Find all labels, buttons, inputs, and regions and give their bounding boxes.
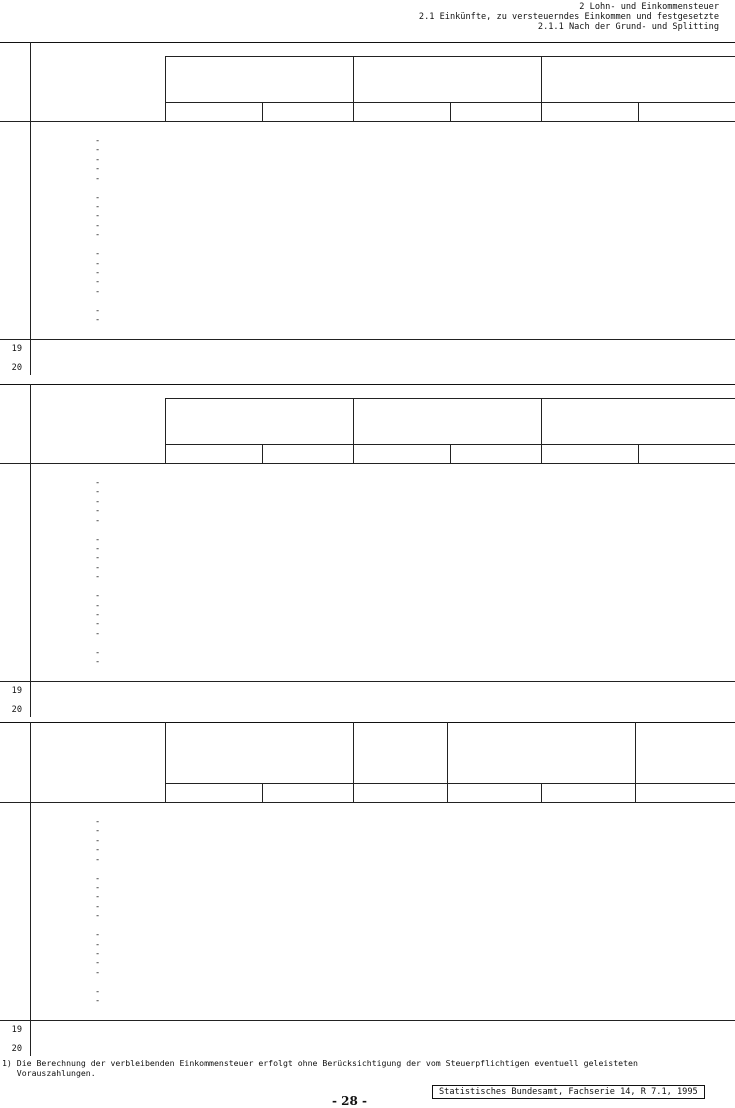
bracket-dash: - bbox=[95, 305, 101, 316]
section1-title-rule bbox=[165, 56, 735, 57]
bracket-dash: - bbox=[95, 892, 101, 903]
bracket-dash: - bbox=[95, 136, 101, 146]
bracket-dash: - bbox=[95, 911, 101, 922]
section1-unit-divider-2 bbox=[638, 102, 639, 121]
row-number: 19 bbox=[11, 343, 22, 354]
header-line-3: 2.1.1 Nach der Grund- und Splitting bbox=[537, 22, 719, 32]
section3-unit-rule-top bbox=[165, 783, 735, 784]
section2-title-rule bbox=[165, 398, 735, 399]
section2-sum-rule bbox=[0, 681, 735, 682]
row-number: 19 bbox=[11, 685, 22, 696]
bracket-dash: - bbox=[95, 835, 101, 846]
section1-lfd-divider bbox=[30, 42, 31, 129]
bracket-dash: - bbox=[95, 958, 101, 969]
bracket-dash: - bbox=[95, 277, 101, 288]
header-line-2: 2.1 Einkünfte, zu versteuerndes Einkommen und festgesetzte bbox=[418, 12, 719, 22]
footnote: 1) Die Berechnung der verbleibenden Einkommensteuer erfolgt ohne Berücksichtigung der vom Steuerpflichtigen eventuell geleisteten Vorauszahlungen. bbox=[2, 1058, 638, 1078]
bracket-dash: - bbox=[95, 553, 101, 564]
bracket-dash: - bbox=[95, 487, 101, 498]
bracket-dash: - bbox=[95, 145, 101, 156]
bracket-dash: - bbox=[95, 164, 101, 175]
section2-group-divider-2 bbox=[541, 398, 542, 463]
bracket-dash: - bbox=[95, 506, 101, 517]
bracket-dash: - bbox=[95, 610, 101, 620]
section3-lfd-body-divider bbox=[30, 802, 31, 1056]
bracket-dash: - bbox=[95, 854, 101, 865]
section3-unit-divider-0 bbox=[262, 783, 263, 802]
section1-top-rule bbox=[0, 42, 735, 43]
section1-group-divider-2 bbox=[541, 56, 542, 121]
bracket-dash: - bbox=[95, 619, 101, 630]
section1-group-divider-0 bbox=[165, 56, 166, 121]
section1-group-divider-1 bbox=[353, 56, 354, 121]
bracket-dash: - bbox=[95, 873, 101, 884]
section2-lfd-body-divider bbox=[30, 463, 31, 717]
bracket-dash: - bbox=[95, 220, 101, 231]
section1-unit-divider-0 bbox=[262, 102, 263, 121]
page-number: - 28 - bbox=[332, 1094, 368, 1108]
bracket-dash: - bbox=[95, 534, 101, 545]
section2-head-bottom-rule bbox=[0, 463, 735, 464]
section2-lfd-divider bbox=[30, 384, 31, 471]
bracket-dash: - bbox=[95, 496, 101, 507]
source-box: Statistisches Bundesamt, Fachserie 14, R 7.1, 1995 bbox=[432, 1085, 705, 1099]
section2-group-divider-1 bbox=[353, 398, 354, 463]
section3-group-divider-2 bbox=[447, 722, 448, 802]
bracket-dash: - bbox=[95, 883, 101, 893]
bracket-dash: - bbox=[95, 967, 101, 978]
section3-head-bottom-rule bbox=[0, 802, 735, 803]
bracket-dash: - bbox=[95, 249, 101, 260]
bracket-dash: - bbox=[95, 657, 101, 668]
bracket-dash: - bbox=[95, 544, 101, 554]
bracket-dash: - bbox=[95, 647, 101, 658]
section1-head-bottom-rule bbox=[0, 121, 735, 122]
bracket-dash: - bbox=[95, 572, 101, 583]
section3-top-rule bbox=[0, 722, 735, 723]
section3-group-divider-0 bbox=[165, 722, 166, 802]
section3-sum-rule bbox=[0, 1020, 735, 1021]
section3-unit-divider-1 bbox=[541, 783, 542, 802]
section2-unit-divider-2 bbox=[638, 444, 639, 463]
header-line-1: 2 Lohn- und Einkommensteuer bbox=[579, 2, 719, 12]
bracket-dash: - bbox=[95, 986, 101, 997]
section3-group-divider-3 bbox=[635, 722, 636, 802]
section2-unit-divider-1 bbox=[450, 444, 451, 463]
bracket-dash: - bbox=[95, 258, 101, 269]
row-number: 19 bbox=[11, 1024, 22, 1035]
page-header bbox=[419, 2, 719, 32]
bracket-dash: - bbox=[95, 600, 101, 611]
bracket-dash: - bbox=[95, 930, 101, 941]
bracket-dash: - bbox=[95, 230, 101, 241]
row-number: 20 bbox=[11, 704, 22, 715]
section2-top-rule bbox=[0, 384, 735, 385]
bracket-dash: - bbox=[95, 845, 101, 856]
bracket-dash: - bbox=[95, 211, 101, 222]
bracket-dash: - bbox=[95, 202, 101, 212]
bracket-dash: - bbox=[95, 286, 101, 297]
bracket-dash: - bbox=[95, 562, 101, 573]
bracket-dash: - bbox=[95, 939, 101, 950]
bracket-dash: - bbox=[95, 949, 101, 959]
bracket-dash: - bbox=[95, 591, 101, 602]
bracket-dash: - bbox=[95, 173, 101, 184]
bracket-dash: - bbox=[95, 315, 101, 326]
bracket-dash: - bbox=[95, 901, 101, 912]
bracket-dash: - bbox=[95, 996, 101, 1007]
section3-group-divider-1 bbox=[353, 722, 354, 802]
row-number: 20 bbox=[11, 362, 22, 373]
bracket-dash: - bbox=[95, 192, 101, 203]
section2-unit-divider-0 bbox=[262, 444, 263, 463]
section1-unit-divider-1 bbox=[450, 102, 451, 121]
bracket-dash: - bbox=[95, 154, 101, 165]
section3-lfd-divider bbox=[30, 722, 31, 810]
section1-sum-rule bbox=[0, 339, 735, 340]
bracket-dash: - bbox=[95, 268, 101, 278]
section1-lfd-body-divider bbox=[30, 121, 31, 375]
bracket-dash: - bbox=[95, 628, 101, 639]
section2-group-divider-0 bbox=[165, 398, 166, 463]
bracket-dash: - bbox=[95, 826, 101, 837]
bracket-dash: - bbox=[95, 478, 101, 488]
row-number: 20 bbox=[11, 1043, 22, 1054]
bracket-dash: - bbox=[95, 515, 101, 526]
bracket-dash: - bbox=[95, 817, 101, 827]
